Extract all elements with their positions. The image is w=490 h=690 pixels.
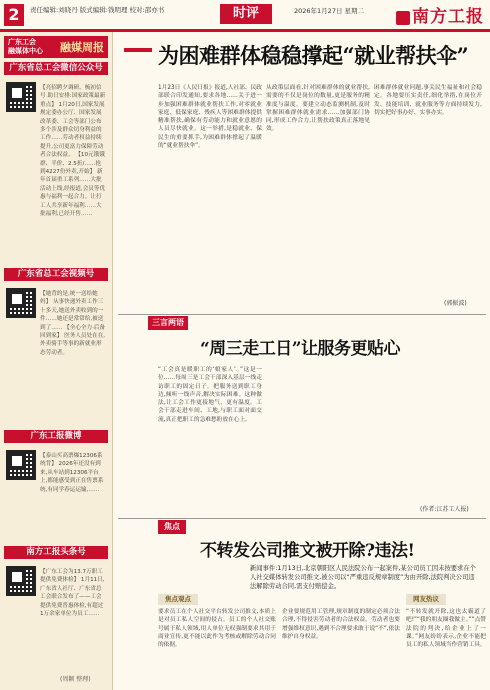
article-body: “不转发就开除,这也太霸道了吧!”“我的朋友圈我做主。”“点赞法院的判决,给企业上了一课。”网友纷纷表示,企业不能把员工的私人领域当作营销工具。: [406, 609, 486, 649]
sidebar-section-text: 【广东工会为13.7万职工提供免费体检】 1月11日,广东省人社厅、广东省总工会联合发布了——工会提供免费普惠体检,有超过1万余家单位为员工……: [40, 569, 105, 618]
section-divider: [118, 314, 486, 315]
sidebar-section-title: 南方工报头条号: [4, 546, 108, 559]
article-headline: “周三走工日”让服务更贴心: [200, 339, 401, 359]
article-body: 困难群体就业问题,事关民生福祉和社会稳定。各地要压实责任,细化举措,在岗位开发、技能培训、就业服务等方面持续发力,切实把好事办好、实事办实。: [374, 85, 482, 116]
section-title: 时评: [220, 4, 272, 24]
headline-accent: [124, 48, 152, 52]
newspaper-logo: 南方工报: [396, 2, 484, 27]
issue-date: 2026年1月27日 星期二: [294, 7, 365, 15]
sidebar-section-text: 【她背的是,统一送给她妈】 从事快递外卖工作三十多天,她送外卖收到的一件……她还是常常给,被送到了…… 【全心全力·后备回到家】 医务人员处在在,外卖骑手等事的新就业形态劳动者。: [40, 291, 106, 356]
qr-code-icon[interactable]: [6, 450, 36, 480]
article-column-label: 网友热议: [406, 594, 446, 605]
article-signature: (作者:江苏工人报): [420, 506, 469, 513]
article-body: 1月23日《人民日报》报道,人社部、民政部联合印发通知,要求各地……关于进一步加强困难群体就业帮扶工作,对零就业家庭、低保家庭、残疾人等困难群体提供精准帮扶,确保有劳动能力和就业意愿的人员尽快就业。这一举措,是稳就业、保民生的重要抓手,为困难群体撑起了温暖的“就业帮扶伞”。: [158, 85, 262, 150]
sidebar-banner-label: 广东工会 融媒体中心: [8, 38, 43, 55]
sidebar-signature: (周颖 整理): [60, 676, 91, 683]
editor-credits: 责任编辑:刘晓丹 版式编辑:钱明理 校对:邵亦书: [30, 6, 165, 14]
qr-code-icon[interactable]: [6, 566, 36, 596]
sidebar-section-title: 广东省总工会视频号: [4, 268, 108, 281]
article-headline: 不转发公司推文被开除?违法!: [200, 541, 415, 561]
qr-code-icon[interactable]: [6, 288, 36, 318]
article-subhead: 新闻事件:1月13日,北京朝阳区人民法院公布一起案件,某公司员工因未按要求在个人社交媒体转发公司推文,被公司以“严重违反规章制度”为由开除,法院判决公司违法解除劳动合同,需支付赔偿金。: [250, 565, 476, 590]
article-body: 要求员工在个人社交平台转发公司推文,本质上是对员工私人空间的侵占。员工的个人社交账号属于私人领域,用人单位无权强制要求其用于商业宣传,更不能以此作为考核或解除劳动合同的依据。: [158, 609, 276, 649]
article-signature: (郭振波): [444, 300, 467, 307]
sidebar-section-title: 广东省总工会微信公众号: [4, 62, 108, 75]
article-column-label: 焦点观点: [158, 594, 198, 605]
qr-code-icon[interactable]: [6, 82, 36, 112]
sidebar-banner-badge: 融媒周报: [60, 41, 104, 54]
article-body: 企业要规范用工管理,规章制度的制定必须合法合理,不得侵害劳动者的合法权益。劳动者也要增强维权意识,遇到不合理要求敢于说“不”,依法维护自身权益。: [282, 609, 400, 640]
sidebar-banner: [4, 36, 108, 58]
article-headline: 为困难群体稳稳撑起“就业帮扶伞”: [158, 43, 469, 68]
sidebar-section-text: 【泰山买高票爆12306系统背】 2026年还没有到来,从车站到12306平台上,都能感受到正在售票系统,有同学春运运输,……: [40, 453, 104, 493]
section-divider: [118, 518, 486, 519]
page-header: [0, 0, 490, 32]
article-tag: 三言两语: [148, 316, 188, 330]
sidebar-section-text: 【亮招聘夕调研、梳初信号 助日安排:国家政策最新重点】 1月20日,国家发展规定委办公厅、国家发展改革委、工会等部门公布多个涉及群众切身利益的工作……劳动者权益持续提升,公司更富力保障劳动者合法权益。 【10元饿饿群、半价、2.5折/……抢到4227份外卖,开始】 新年首届重工系列……大批活动上线,经报道,会员等优惠与福利一起合力。让打工人共享新年福利……大批福利,已经开售……: [40, 85, 106, 218]
logo-icon: [396, 11, 410, 25]
article-body: [266, 366, 370, 514]
article-tag: 焦点: [158, 520, 186, 534]
article-body: “工会真是暖职工的‘娘家人’。”这是一位……每周三是工会干部深入基层一线走访职工的固定日子。把服务送到职工身边,倾听一线声音,解决实际困难。这种做法,让工会工作更接地气、更有温度。工会干部走进车间、工地,与职工面对面交流,真正把职工的急难愁盼放在心上。: [158, 367, 262, 423]
sidebar-section-title: 广东工报微博: [4, 430, 108, 443]
article-body: 从政策层面看,针对困难群体的就业帮扶,需要的不仅是岗位的数量,更是服务的精准度与温度。要建立动态监测机制,及时掌握困难群体就业需求……加强部门协同,形成工作合力,让帮扶政策真正落地见效。: [266, 85, 370, 133]
page-number: 2: [4, 4, 24, 26]
sidebar: [0, 32, 113, 690]
